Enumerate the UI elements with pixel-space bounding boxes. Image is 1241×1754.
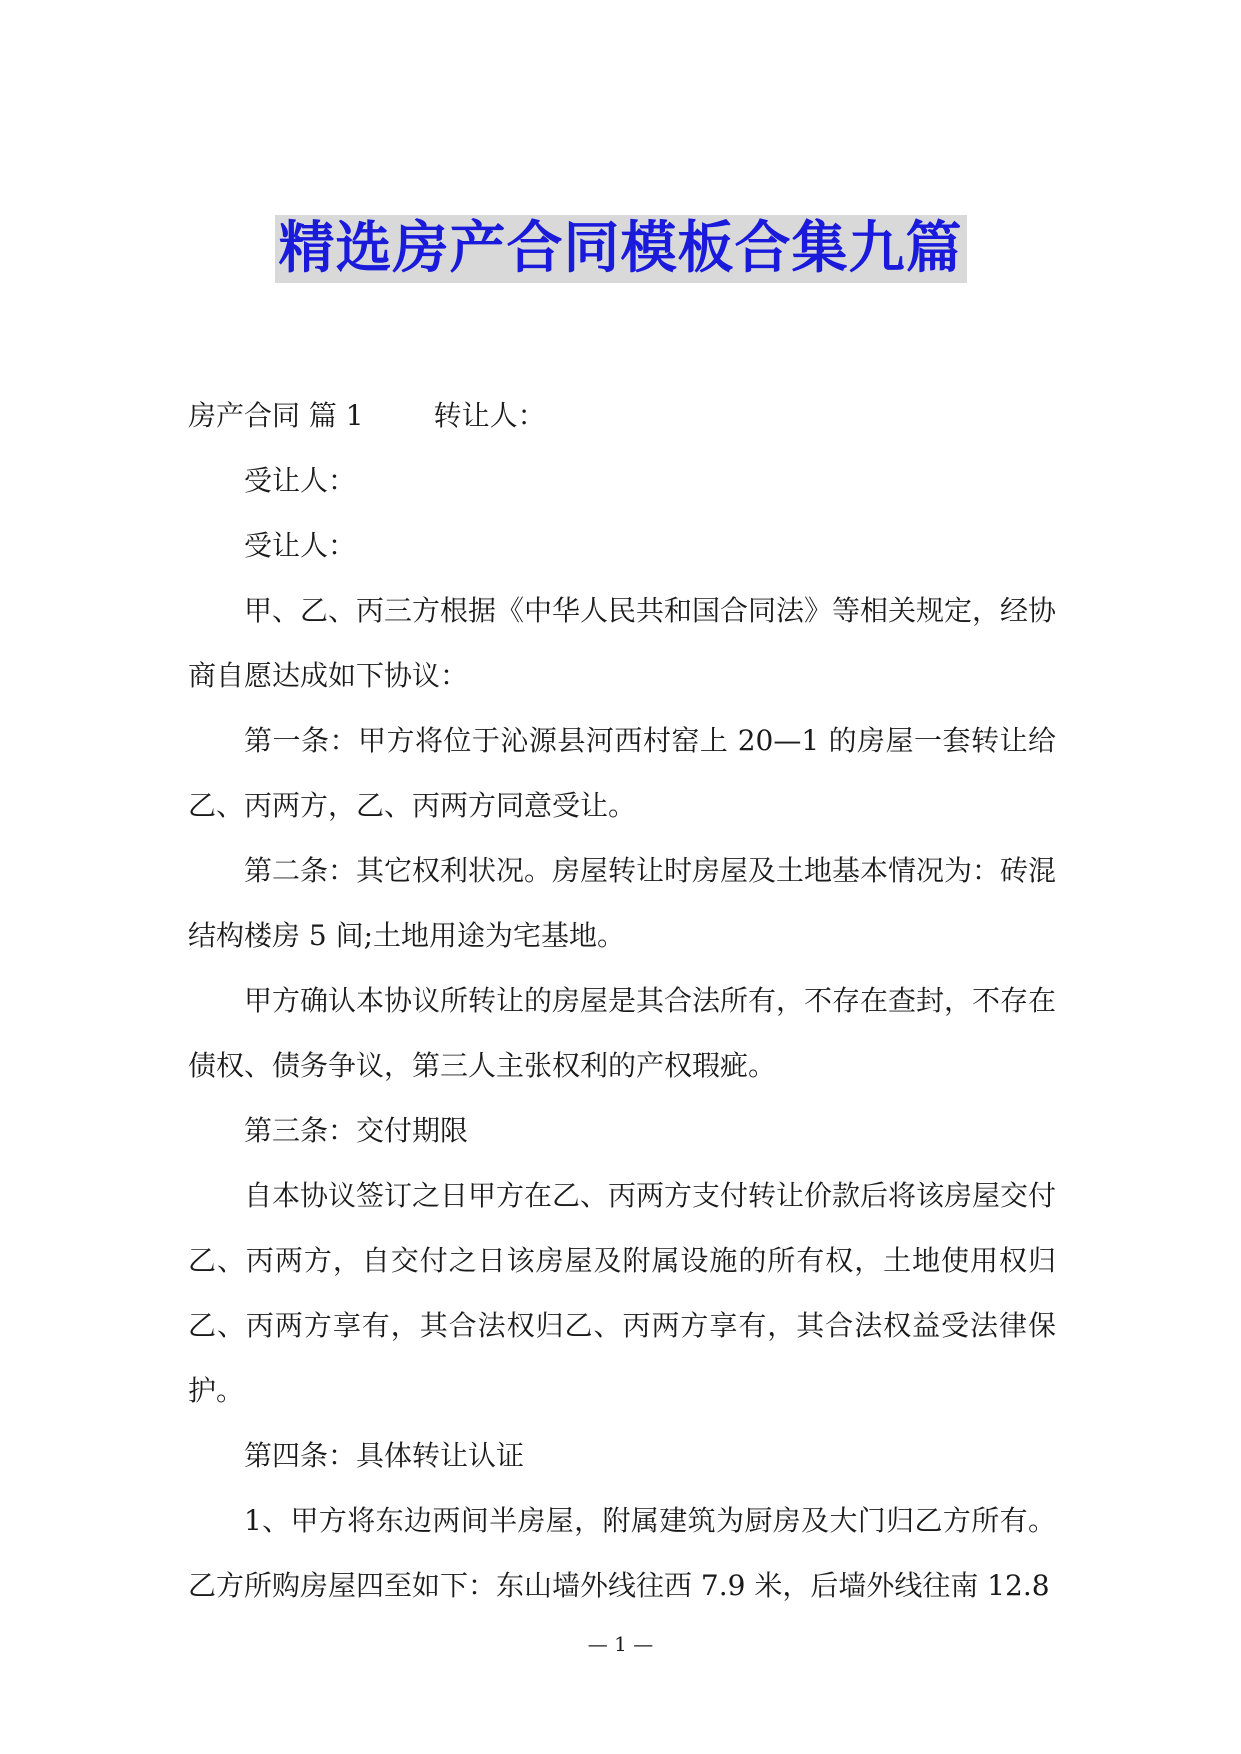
paragraph: 第一条：甲方将位于沁源县河西村窑上 20—1 的房屋一套转让给乙、丙两方，乙、丙两方同意受让。 bbox=[188, 724, 1056, 822]
paragraph: 甲、乙、丙三方根据《中华人民共和国合同法》等相关规定，经协商自愿达成如下协议： bbox=[188, 594, 1057, 692]
page-number: — 1 — bbox=[587, 1632, 654, 1656]
document-body bbox=[188, 383, 1056, 1618]
heading-prefix: 房产合同 篇 1 bbox=[188, 399, 364, 432]
paragraph: 自本协议签订之日甲方在乙、丙两方支付转让价款后将该房屋交付乙、丙两方，自交付之日该房屋及附属设施的所有权，土地使用权归乙、丙两方享有，其合法权归乙、丙两方享有，其合法权益受法律保护。 bbox=[188, 1179, 1057, 1407]
document-title: 精选房产合同模板合集九篇 bbox=[275, 215, 967, 283]
paragraph: 第四条：具体转让认证 bbox=[244, 1439, 525, 1472]
paragraph: 受让人： bbox=[244, 529, 357, 562]
title-wrap bbox=[0, 215, 1241, 283]
contract-heading bbox=[188, 383, 1056, 448]
paragraph: 1、甲方将东边两间半房屋，附属建筑为厨房及大门归乙方所有。乙方所购房屋四至如下：东山墙外线往西 7.9 米，后墙外线往南 12.8 bbox=[188, 1504, 1056, 1602]
paragraph: 受让人： bbox=[244, 464, 357, 497]
paragraph: 第二条：其它权利状况。房屋转让时房屋及土地基本情况为：砖混结构楼房 5 间;土地用途为宅基地。 bbox=[188, 854, 1057, 952]
heading-suffix: 转让人： bbox=[433, 399, 546, 432]
paragraph: 第三条：交付期限 bbox=[244, 1114, 469, 1147]
paragraph: 甲方确认本协议所转让的房屋是其合法所有，不存在查封，不存在债权、债务争议，第三人主张权利的产权瑕疵。 bbox=[188, 984, 1057, 1082]
